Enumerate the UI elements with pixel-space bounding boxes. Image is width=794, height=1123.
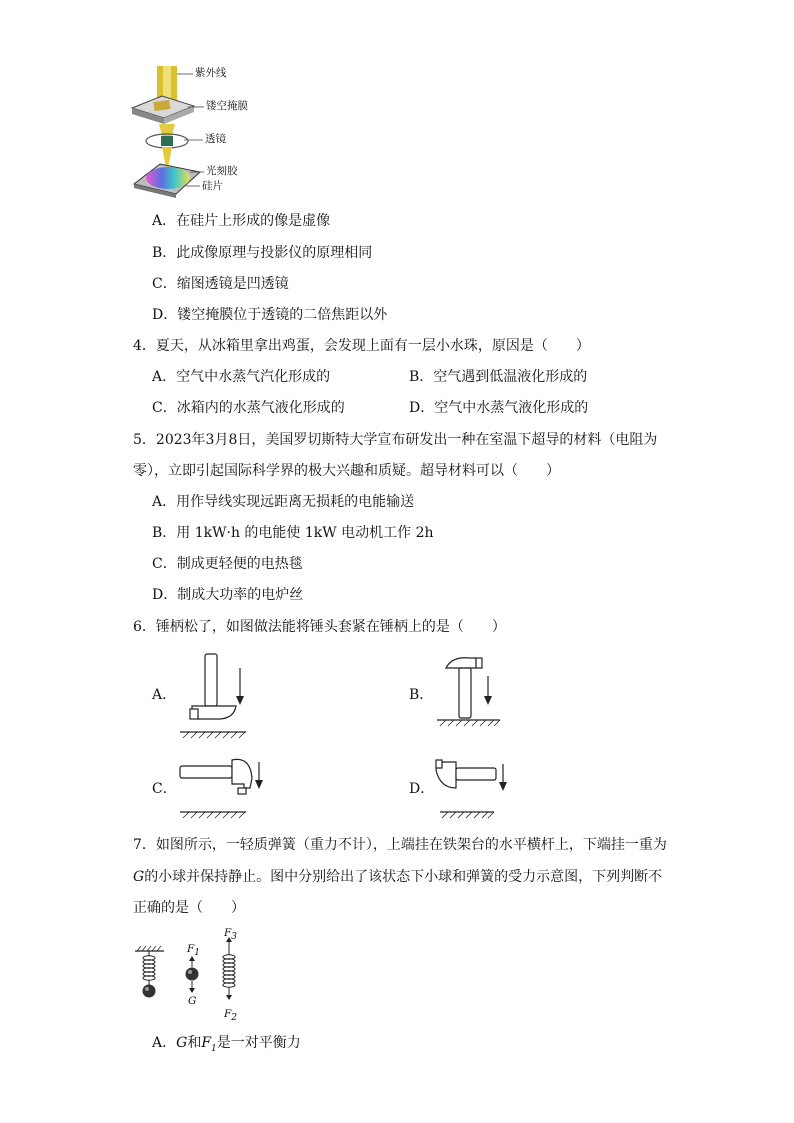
q3-option-b: B．此成像原理与投影仪的原理相同 [152,245,373,261]
label-f2: $F_2$ [224,1008,238,1024]
q7-stem-line3: 正确的是（ ） [133,900,245,916]
q5-stem-line1: 5．2023年3月8日，美国罗切斯特大学宣布研发出一种在室温下超导的材料（电阻为 [133,432,658,448]
q3-option-c: C．缩图透镜是凹透镜 [152,276,289,292]
ball-free-body [186,968,199,981]
q6-option-b: B． [409,687,434,703]
q6-option-a: A． [152,687,177,703]
q4-option-d: D．空气中水蒸气液化形成的 [409,400,589,416]
ball [143,985,156,998]
q7-stem-line1: 7．如图所示，一轻质弹簧（重力不计），上端挂在铁架台的水平横杆上，下端挂一重为 [133,837,667,853]
q6-option-c: C． [152,781,177,797]
q6-stem: 6．锤柄松了，如图做法能将锤头套紧在锤柄上的是（ ） [133,619,506,635]
q7-stem-line2-text: 的小球并保持静止。图中分别给出了该状态下小球和弹簧的受力示意图，下列判断不 [144,869,663,885]
q5-option-d: D．制成大功率的电炉丝 [152,587,304,603]
q4-stem: 4．夏天，从冰箱里拿出鸡蛋，会发现上面有一层小水珠，原因是（ ） [133,338,590,354]
label-g: G [188,995,197,1007]
var-g: G [133,869,145,885]
q4-option-a: A．空气中水蒸气汽化形成的 [152,369,331,385]
q6-option-d: D． [409,781,435,797]
label-wafer: 硅片 [202,180,223,192]
q5-stem-line2: 零），立即引起国际科学界的极大兴趣和质疑。超导材料可以（ ） [133,463,560,479]
label-mask: 镂空掩膜 [206,100,248,112]
q5-option-c: C．制成更轻便的电热毯 [152,556,303,572]
q3-option-a: A．在硅片上形成的像是虚像 [152,213,331,229]
q5-option-a: A．用作导线实现远距离无损耗的电能输送 [152,494,415,510]
label-uv: 紫外线 [195,67,227,79]
q4-option-c: C．冰箱内的水蒸气液化形成的 [152,400,345,416]
q5-option-b: B．用 1kW·h 的电能使 1kW 电动机工作 2h [152,525,434,541]
q4-option-b: B．空气遇到低温液化形成的 [409,369,588,385]
q7-option-a: A．G和$F_1$是一对平衡力 [152,1035,301,1054]
label-f1: $F_1$ [187,943,201,959]
label-lens: 透镜 [205,133,226,145]
q3-option-d: D．镂空掩膜位于透镜的二倍焦距以外 [152,307,388,323]
label-f3: $F_3$ [224,927,238,943]
label-resist: 光刻胶 [206,165,238,177]
